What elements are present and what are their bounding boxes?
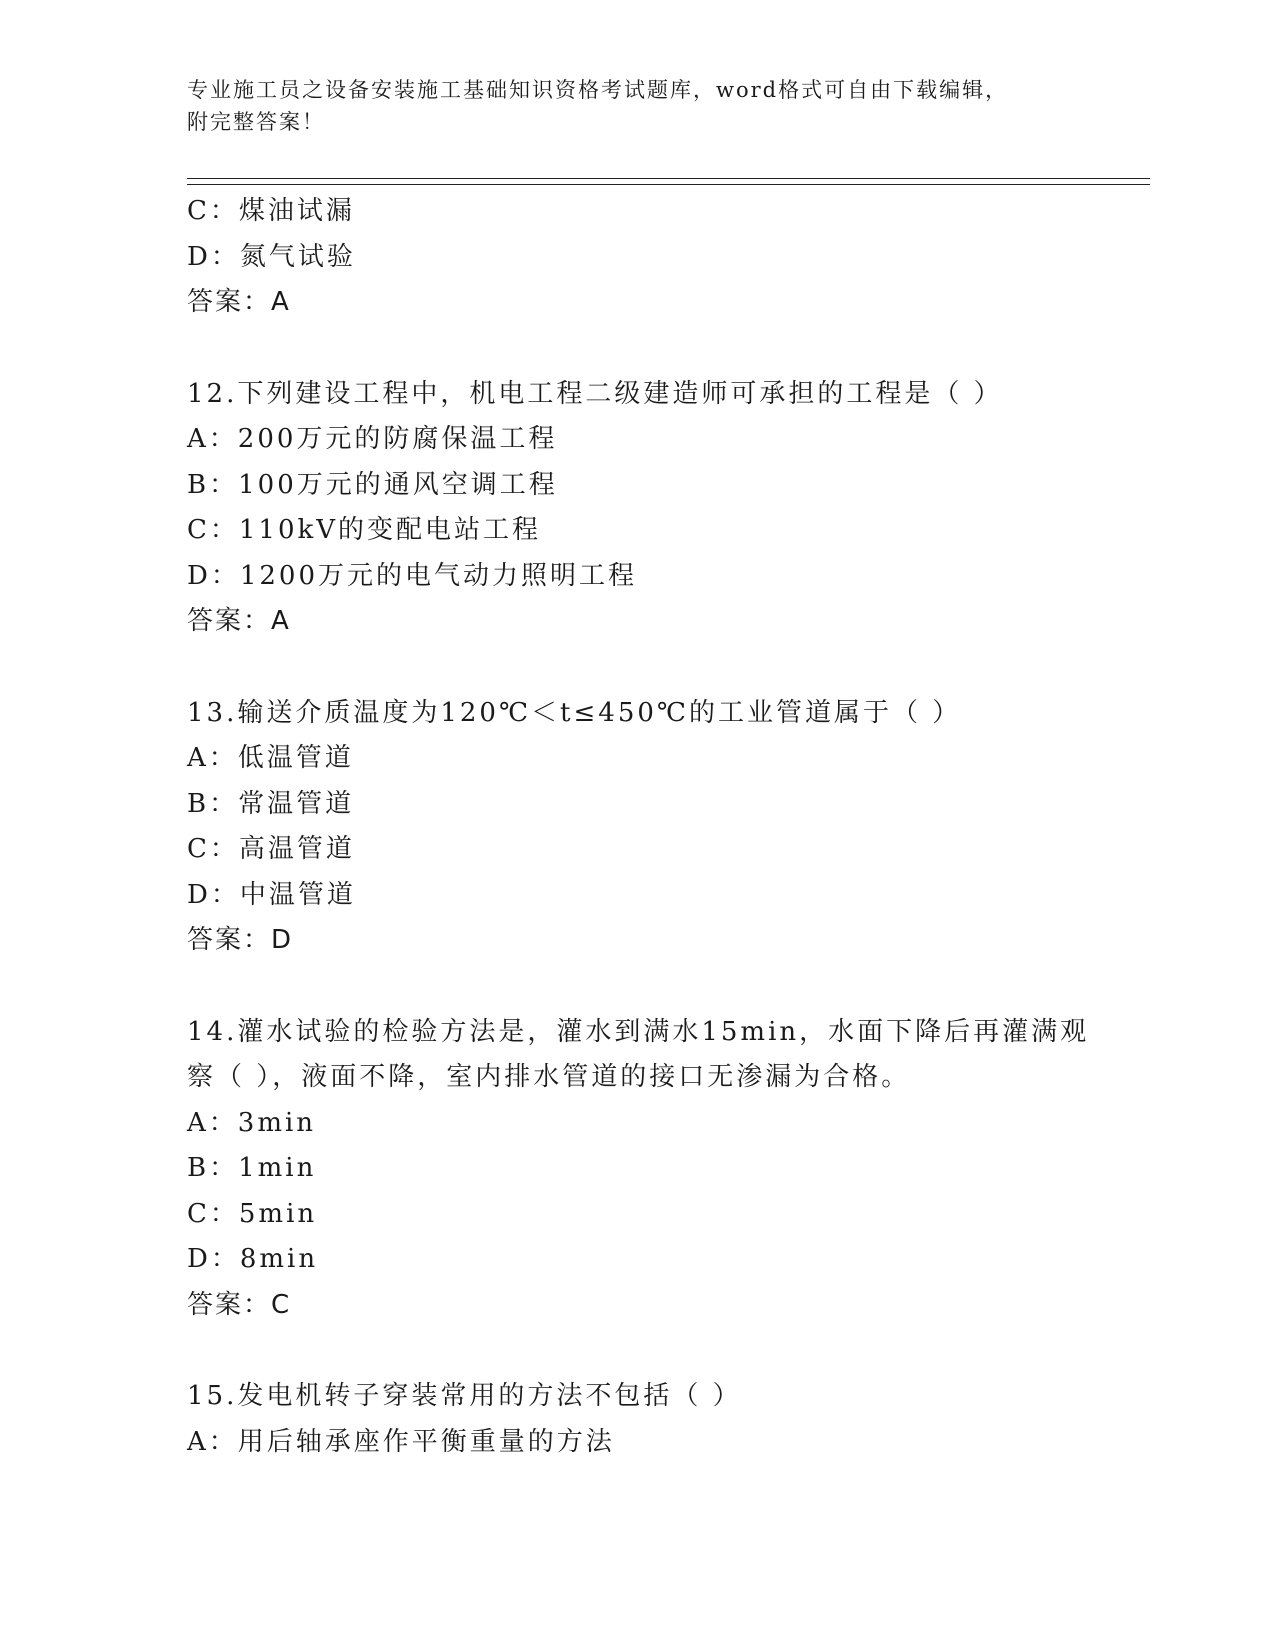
answer-line: 答案：C bbox=[187, 1289, 292, 1320]
document-header bbox=[187, 74, 1087, 138]
spacer bbox=[187, 645, 1087, 691]
option-a: A：低温管道 bbox=[187, 743, 354, 773]
answer-line: 答案：A bbox=[187, 606, 291, 636]
spacer bbox=[187, 964, 1087, 1010]
question-block-12 bbox=[187, 372, 1087, 645]
question-list bbox=[187, 189, 1090, 1465]
option-a: A：用后轴承座作平衡重量的方法 bbox=[187, 1426, 615, 1457]
option-b: B：常温管道 bbox=[187, 788, 355, 819]
question-block-13 bbox=[187, 691, 1087, 964]
option-c: C：高温管道 bbox=[187, 834, 355, 864]
header-line-1: 专业施工员之设备安装施工基础知识资格考试题库，word格式可自由下载编辑， bbox=[187, 78, 1009, 102]
option-d: D：1200万元的电气动力照明工程 bbox=[187, 560, 638, 591]
option-d: D：中温管道 bbox=[187, 879, 356, 910]
question-text: 13.输送介质温度为120℃＜t≤450℃的工业管道属于（ ） bbox=[187, 697, 962, 728]
option-b: B：1min bbox=[187, 1153, 317, 1183]
question-text-line-1: 14.灌水试验的检验方法是，灌水到满水15min，水面下降后再灌满观 bbox=[187, 1016, 1090, 1047]
spacer bbox=[187, 1328, 1087, 1374]
question-text: 12.下列建设工程中，机电工程二级建造师可承担的工程是（ ） bbox=[187, 378, 1003, 409]
option-a: A：200万元的防腐保温工程 bbox=[187, 424, 558, 454]
answer-line: 答案：D bbox=[187, 925, 294, 955]
answer-line: 答案：A bbox=[187, 287, 291, 317]
question-text: 15.发电机转子穿装常用的方法不包括（ ） bbox=[187, 1381, 742, 1411]
question-block-11 bbox=[187, 189, 1087, 326]
question-text-line-2: 察（ ），液面不降，室内排水管道的接口无渗漏为合格。 bbox=[187, 1062, 911, 1092]
spacer bbox=[187, 326, 1087, 372]
question-block-15 bbox=[187, 1374, 1087, 1465]
option-d: D：氮气试验 bbox=[187, 241, 356, 272]
option-b: B：100万元的通风空调工程 bbox=[187, 469, 558, 500]
option-c: C：煤油试漏 bbox=[187, 196, 355, 226]
header-divider-bottom bbox=[187, 184, 1150, 185]
option-c: C：110kV的变配电站工程 bbox=[187, 515, 542, 545]
option-a: A：3min bbox=[187, 1107, 317, 1138]
header-divider-top bbox=[187, 178, 1150, 179]
question-block-14 bbox=[187, 1010, 1090, 1329]
header-line-2: 附完整答案！ bbox=[187, 110, 325, 134]
option-d: D：8min bbox=[187, 1244, 319, 1274]
option-c: C：5min bbox=[187, 1198, 318, 1229]
